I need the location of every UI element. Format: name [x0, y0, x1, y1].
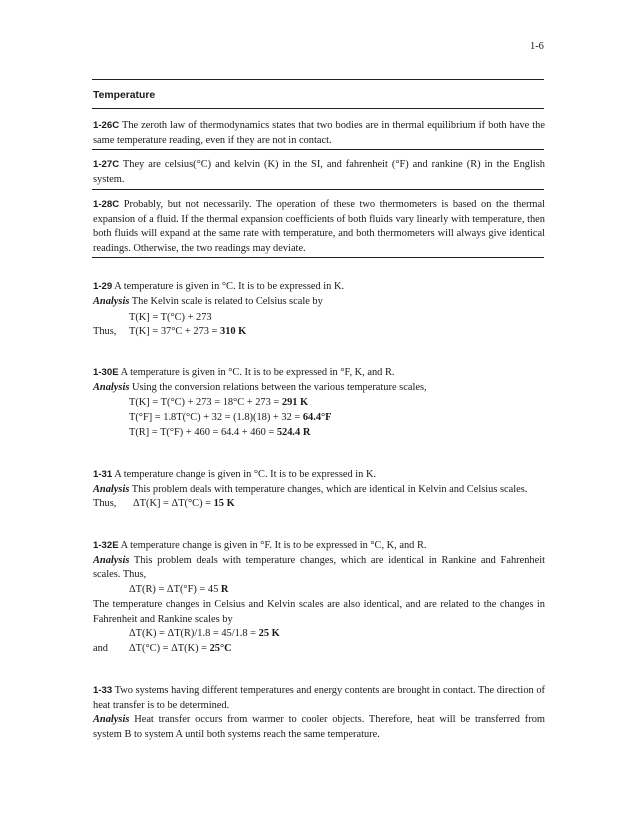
section-title: Temperature	[93, 90, 156, 101]
problem-1-33	[93, 684, 545, 742]
problem-text: A temperature change is given in °C. It is to be expressed in K.	[112, 469, 377, 480]
answer: 25 K	[258, 628, 280, 639]
problem-1-31	[93, 468, 545, 497]
problem-number: 1-27C	[93, 159, 120, 170]
analysis-label: Analysis	[93, 714, 130, 726]
thus-label: Thus,	[93, 326, 117, 337]
equation: T(K] = 37°C + 273 = 310 K	[129, 326, 247, 337]
problem-text: Probably, but not necessarily. The operation of these two thermometers is based on the thermal expansion of a fluid. If the thermal expansion coefficients of both fluids vary linearly with temperature, then both fluids will expand at the same rate with temperature, and both thermometers will always give identical readings. Otherwise, the two readings may deviate.	[93, 199, 545, 254]
answer: 524.4 R	[276, 427, 311, 438]
rule	[92, 79, 544, 80]
rule	[92, 257, 544, 258]
equation: T(K] = T(°C) + 273	[129, 312, 212, 323]
problem-1-30e	[93, 366, 545, 395]
problem-text: The zeroth law of thermodynamics states that two bodies are in thermal equilibrium if both have the same temperature reading, even if they are not in contact.	[93, 120, 545, 146]
problem-text: A temperature is given in °C. It is to be expressed in K.	[112, 281, 345, 292]
rule	[92, 149, 544, 150]
analysis-text: Heat transfer occurs from warmer to cooler objects. Therefore, heat will be transferred from system B to system A until both systems reach the same temperature.	[93, 714, 545, 740]
problem-number: 1-33	[93, 685, 113, 696]
answer: 310 K	[220, 326, 247, 337]
problem-text: A temperature change is given in °F. It is to be expressed in °C, K, and R.	[118, 540, 427, 551]
analysis-label: Analysis	[93, 483, 130, 495]
problem-number: 1-28C	[93, 199, 120, 210]
equation: ΔT(R) = ΔT(°F) = 45 R	[129, 584, 229, 595]
paragraph: The temperature changes in Celsius and Kelvin scales are also identical, and are related to the changes in Fahrenheit and Rankine scales by	[93, 599, 545, 625]
analysis-label: Analysis	[93, 381, 130, 393]
answer: 64.4°F	[302, 412, 332, 423]
problem-1-28c	[93, 198, 545, 256]
analysis-text: This problem deals with temperature changes, which are identical in Kelvin and Celsius scales.	[129, 483, 528, 495]
problem-number: 1-32E	[93, 540, 119, 551]
problem-text: A temperature is given in °C. It is to be expressed in °F, K, and R.	[118, 367, 395, 378]
equation: T(°F] = 1.8T(°C) + 32 = (1.8)(18) + 32 = 64.4°F	[129, 412, 332, 423]
problem-text: Two systems having different temperatures and energy contents are brought in contact. The direction of heat transfer is to be determined.	[93, 685, 545, 711]
analysis-text: The Kelvin scale is related to Celsius scale by	[129, 295, 323, 307]
answer: 15 K	[213, 498, 235, 509]
and-label: and	[93, 643, 109, 654]
analysis-label: Analysis	[93, 554, 130, 566]
problem-number: 1-26C	[93, 120, 120, 131]
analysis-text: Using the conversion relations between the various temperature scales,	[129, 381, 427, 393]
problem-1-26c	[93, 119, 545, 148]
rule	[92, 189, 544, 190]
equation: T(K] = T(°C) + 273 = 18°C + 273 = 291 K	[129, 397, 309, 408]
answer: 25°C	[209, 643, 232, 654]
thus-label: Thus,	[93, 498, 117, 509]
problem-1-32e	[93, 539, 545, 583]
problem-number: 1-30E	[93, 367, 119, 378]
problem-number: 1-29	[93, 281, 113, 292]
rule	[92, 108, 544, 109]
problem-text: They are celsius(°C) and kelvin (K) in the SI, and fahrenheit (°F) and rankine (R) in the English system.	[93, 159, 545, 185]
equation: ΔT(K) = ΔT(R)/1.8 = 45/1.8 = 25 K	[129, 628, 280, 639]
analysis-label: Analysis	[93, 295, 130, 307]
problem-number: 1-31	[93, 469, 113, 480]
answer: 291 K	[281, 397, 309, 408]
equation: ΔT(K] = ΔT(°C) = 15 K	[133, 498, 235, 509]
page-number: 1-6	[530, 41, 544, 52]
answer: R	[220, 584, 229, 595]
problem-1-29	[93, 280, 545, 309]
problem-1-27c	[93, 158, 545, 187]
equation: T(R] = T(°F) + 460 = 64.4 + 460 = 524.4 R	[129, 427, 311, 438]
analysis-text: This problem deals with temperature changes, which are identical in Rankine and Fahrenheit scales. Thus,	[93, 554, 545, 581]
equation: ΔT(°C) = ΔT(K) = 25°C	[129, 643, 232, 654]
